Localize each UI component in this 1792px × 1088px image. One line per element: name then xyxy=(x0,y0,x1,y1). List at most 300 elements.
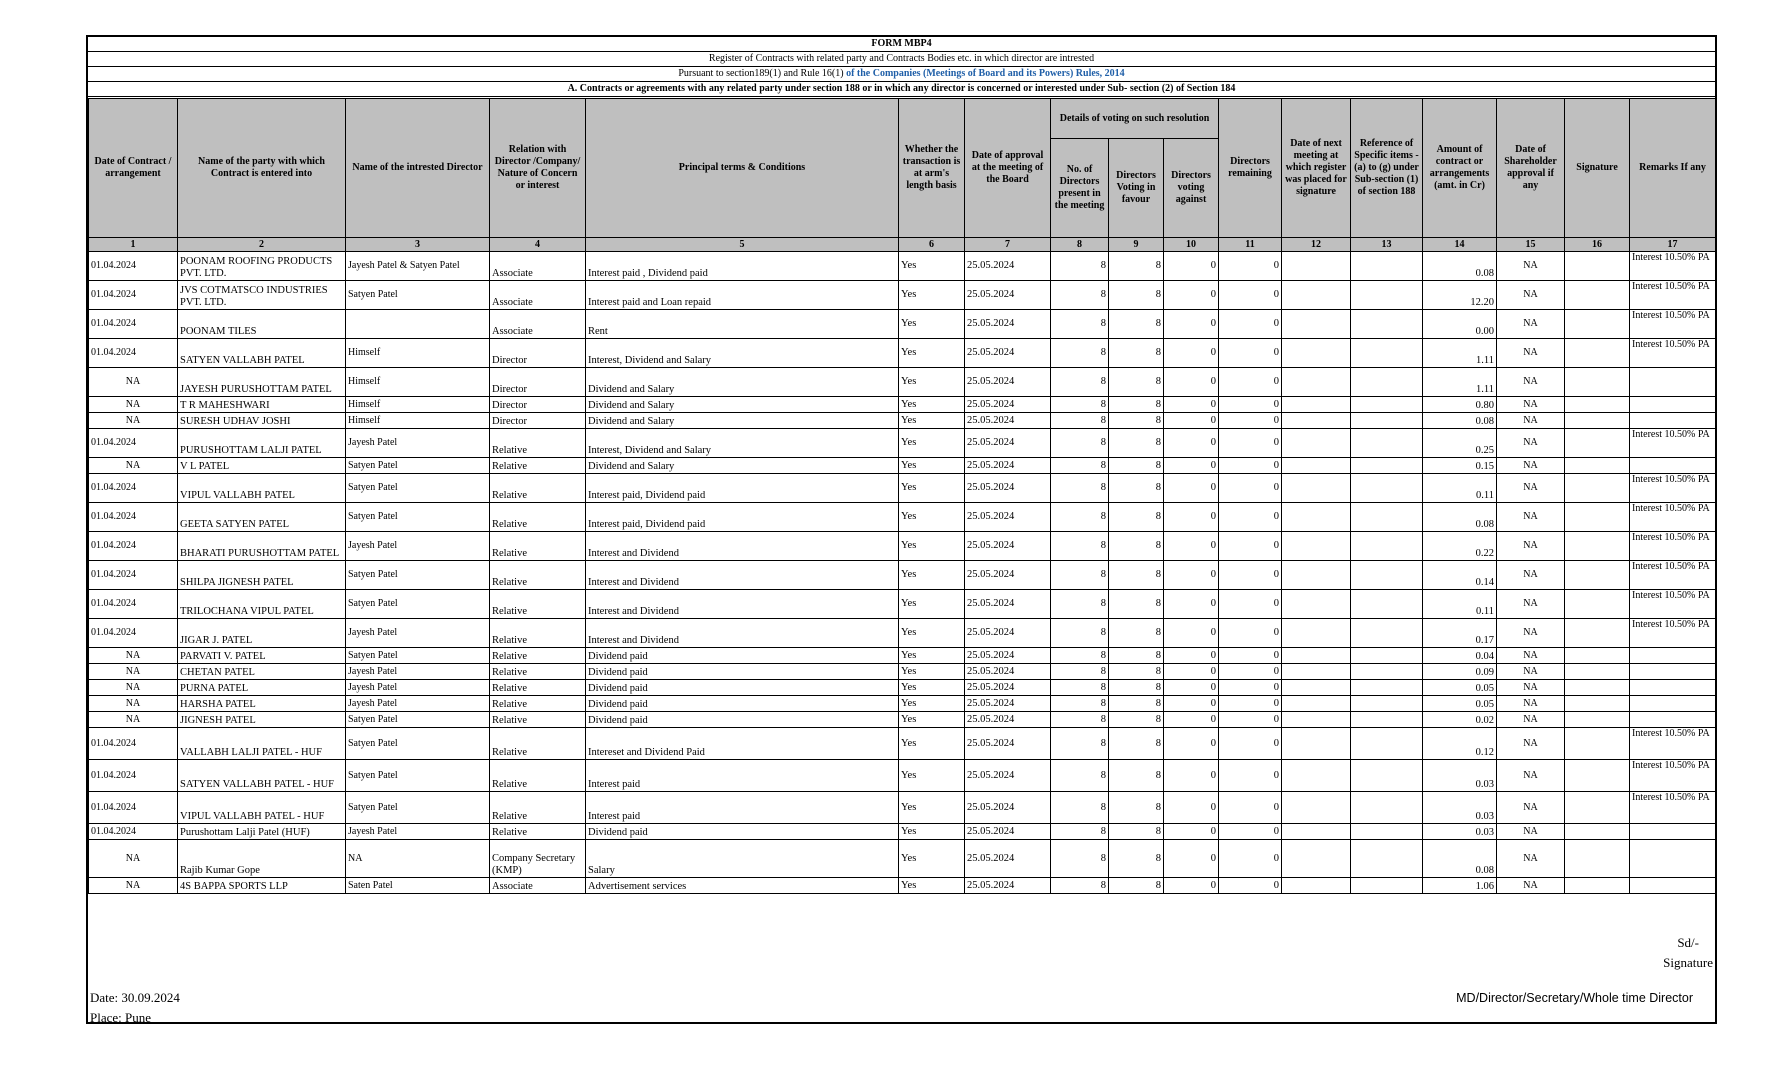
header-voting-against: Directors voting against xyxy=(1164,139,1219,238)
column-number-17: 17 xyxy=(1630,238,1716,252)
cell-party-name: VIPUL VALLABH PATEL xyxy=(178,474,346,503)
cell-arms-length: Yes xyxy=(899,824,965,840)
cell-voting-against: 0 xyxy=(1164,840,1219,878)
cell-directors-remaining: 0 xyxy=(1219,878,1282,894)
table-row xyxy=(89,824,1716,840)
cell-voting-favour: 8 xyxy=(1109,368,1164,397)
cell-director: Jayesh Patel xyxy=(346,532,490,561)
cell-date: 01.04.2024 xyxy=(89,532,178,561)
column-number-16: 16 xyxy=(1565,238,1630,252)
table-row xyxy=(89,696,1716,712)
cell-party-name: PARVATI V. PATEL xyxy=(178,648,346,664)
cell-date: NA xyxy=(89,840,178,878)
column-number-6: 6 xyxy=(899,238,965,252)
cell-relation: Associate xyxy=(490,252,586,281)
cell-voting-favour: 8 xyxy=(1109,474,1164,503)
cell-date: NA xyxy=(89,712,178,728)
cell-party-name: JAYESH PURUSHOTTAM PATEL xyxy=(178,368,346,397)
cell-reference xyxy=(1351,397,1423,413)
header-next-meeting-date: Date of next meeting at which register was placed for signature xyxy=(1282,99,1351,238)
signature-sd: Sd/- xyxy=(1677,935,1699,950)
pursuant-text: Pursuant to section189(1) and Rule 16(1) xyxy=(678,68,847,79)
cell-signature xyxy=(1565,648,1630,664)
form-subtitle: Register of Contracts with related party and Contracts Bodies etc. in which director are intrested xyxy=(88,52,1715,67)
cell-voting-against: 0 xyxy=(1164,368,1219,397)
cell-date: 01.04.2024 xyxy=(89,310,178,339)
cell-director: Satyen Patel xyxy=(346,458,490,474)
cell-directors-present: 8 xyxy=(1051,503,1109,532)
header-arms-length: Whether the transaction is at arm's length basis xyxy=(899,99,965,238)
cell-directors-present: 8 xyxy=(1051,664,1109,680)
cell-amount: 1.06 xyxy=(1423,878,1497,894)
cell-approval-date: 25.05.2024 xyxy=(965,878,1051,894)
cell-shareholder-approval: NA xyxy=(1497,503,1565,532)
cell-directors-present: 8 xyxy=(1051,429,1109,458)
cell-voting-against: 0 xyxy=(1164,619,1219,648)
cell-arms-length: Yes xyxy=(899,760,965,792)
cell-reference xyxy=(1351,664,1423,680)
cell-director: Satyen Patel xyxy=(346,792,490,824)
cell-voting-favour: 8 xyxy=(1109,413,1164,429)
cell-voting-favour: 8 xyxy=(1109,760,1164,792)
cell-director: Satyen Patel xyxy=(346,474,490,503)
cell-next-meeting xyxy=(1282,680,1351,696)
cell-party-name: JIGAR J. PATEL xyxy=(178,619,346,648)
form-mbp4-sheet xyxy=(86,35,1717,1024)
cell-signature xyxy=(1565,792,1630,824)
cell-reference xyxy=(1351,413,1423,429)
cell-next-meeting xyxy=(1282,281,1351,310)
cell-arms-length: Yes xyxy=(899,429,965,458)
cell-voting-favour: 8 xyxy=(1109,339,1164,368)
cell-directors-present: 8 xyxy=(1051,792,1109,824)
cell-directors-remaining: 0 xyxy=(1219,619,1282,648)
cell-relation: Relative xyxy=(490,680,586,696)
cell-directors-present: 8 xyxy=(1051,760,1109,792)
cell-relation: Relative xyxy=(490,824,586,840)
cell-approval-date: 25.05.2024 xyxy=(965,712,1051,728)
cell-director: Jayesh Patel xyxy=(346,824,490,840)
cell-shareholder-approval: NA xyxy=(1497,561,1565,590)
cell-next-meeting xyxy=(1282,339,1351,368)
cell-directors-remaining: 0 xyxy=(1219,458,1282,474)
cell-remarks: Interest 10.50% PA xyxy=(1630,503,1716,532)
cell-next-meeting xyxy=(1282,561,1351,590)
cell-party-name: Purushottam Lalji Patel (HUF) xyxy=(178,824,346,840)
cell-voting-against: 0 xyxy=(1164,878,1219,894)
cell-arms-length: Yes xyxy=(899,728,965,760)
table-row xyxy=(89,561,1716,590)
cell-date: NA xyxy=(89,397,178,413)
cell-terms: Interest paid, Dividend paid xyxy=(586,474,899,503)
cell-terms: Dividend paid xyxy=(586,648,899,664)
cell-shareholder-approval: NA xyxy=(1497,397,1565,413)
cell-signature xyxy=(1565,760,1630,792)
cell-terms: Dividend paid xyxy=(586,696,899,712)
table-row xyxy=(89,712,1716,728)
cell-directors-present: 8 xyxy=(1051,561,1109,590)
cell-voting-favour: 8 xyxy=(1109,619,1164,648)
header-date-of-contract: Date of Contract / arrangement xyxy=(89,99,178,238)
cell-amount: 0.09 xyxy=(1423,664,1497,680)
cell-signature xyxy=(1565,252,1630,281)
cell-arms-length: Yes xyxy=(899,252,965,281)
cell-voting-against: 0 xyxy=(1164,310,1219,339)
signature-label: Signature xyxy=(1663,955,1713,970)
cell-directors-remaining: 0 xyxy=(1219,680,1282,696)
cell-directors-remaining: 0 xyxy=(1219,397,1282,413)
cell-directors-present: 8 xyxy=(1051,458,1109,474)
cell-relation: Company Secretary (KMP) xyxy=(490,840,586,878)
cell-voting-favour: 8 xyxy=(1109,561,1164,590)
cell-terms: Interest and Dividend xyxy=(586,532,899,561)
cell-terms: Interest, Dividend and Salary xyxy=(586,429,899,458)
cell-amount: 0.02 xyxy=(1423,712,1497,728)
cell-terms: Dividend paid xyxy=(586,824,899,840)
cell-shareholder-approval: NA xyxy=(1497,339,1565,368)
cell-terms: Dividend and Salary xyxy=(586,397,899,413)
cell-approval-date: 25.05.2024 xyxy=(965,760,1051,792)
cell-next-meeting xyxy=(1282,619,1351,648)
cell-date: NA xyxy=(89,664,178,680)
cell-terms: Interest paid, Dividend paid xyxy=(586,503,899,532)
cell-directors-remaining: 0 xyxy=(1219,760,1282,792)
cell-amount: 0.03 xyxy=(1423,792,1497,824)
cell-relation: Relative xyxy=(490,664,586,680)
table-row xyxy=(89,878,1716,894)
cell-reference xyxy=(1351,590,1423,619)
header-signature: Signature xyxy=(1565,99,1630,238)
cell-arms-length: Yes xyxy=(899,792,965,824)
cell-directors-present: 8 xyxy=(1051,368,1109,397)
section-a-heading: A. Contracts or agreements with any related party under section 188 or in which any director is concerned or interested under Sub- section (2) of Section 184 xyxy=(88,82,1715,97)
cell-arms-length: Yes xyxy=(899,590,965,619)
cell-terms: Interest and Dividend xyxy=(586,619,899,648)
cell-date: 01.04.2024 xyxy=(89,728,178,760)
table-row xyxy=(89,532,1716,561)
header-voting-details: Details of voting on such resolution xyxy=(1051,99,1219,139)
table-row xyxy=(89,792,1716,824)
cell-directors-remaining: 0 xyxy=(1219,281,1282,310)
cell-next-meeting xyxy=(1282,712,1351,728)
cell-party-name: HARSHA PATEL xyxy=(178,696,346,712)
cell-next-meeting xyxy=(1282,590,1351,619)
cell-remarks xyxy=(1630,680,1716,696)
footer-date: Date: 30.09.2024 xyxy=(90,990,180,1005)
cell-date: 01.04.2024 xyxy=(89,824,178,840)
cell-next-meeting xyxy=(1282,429,1351,458)
header-specific-items-reference: Reference of Specific items - (a) to (g) under Sub-section (1) of section 188 xyxy=(1351,99,1423,238)
cell-director: Satyen Patel xyxy=(346,728,490,760)
cell-approval-date: 25.05.2024 xyxy=(965,252,1051,281)
cell-terms: Dividend and Salary xyxy=(586,413,899,429)
cell-approval-date: 25.05.2024 xyxy=(965,824,1051,840)
cell-arms-length: Yes xyxy=(899,532,965,561)
cell-directors-present: 8 xyxy=(1051,878,1109,894)
cell-shareholder-approval: NA xyxy=(1497,368,1565,397)
cell-shareholder-approval: NA xyxy=(1497,429,1565,458)
cell-remarks xyxy=(1630,878,1716,894)
cell-remarks xyxy=(1630,664,1716,680)
cell-approval-date: 25.05.2024 xyxy=(965,503,1051,532)
cell-voting-favour: 8 xyxy=(1109,397,1164,413)
cell-shareholder-approval: NA xyxy=(1497,590,1565,619)
cell-arms-length: Yes xyxy=(899,648,965,664)
column-number-5: 5 xyxy=(586,238,899,252)
cell-signature xyxy=(1565,413,1630,429)
cell-amount: 0.11 xyxy=(1423,590,1497,619)
table-row xyxy=(89,648,1716,664)
cell-next-meeting xyxy=(1282,878,1351,894)
column-number-7: 7 xyxy=(965,238,1051,252)
cell-voting-favour: 8 xyxy=(1109,878,1164,894)
cell-amount: 0.25 xyxy=(1423,429,1497,458)
cell-reference xyxy=(1351,252,1423,281)
cell-next-meeting xyxy=(1282,503,1351,532)
cell-signature xyxy=(1565,824,1630,840)
cell-director: Satyen Patel xyxy=(346,561,490,590)
cell-director: Jayesh Patel xyxy=(346,429,490,458)
cell-approval-date: 25.05.2024 xyxy=(965,413,1051,429)
cell-shareholder-approval: NA xyxy=(1497,619,1565,648)
cell-reference xyxy=(1351,728,1423,760)
cell-signature xyxy=(1565,339,1630,368)
cell-voting-against: 0 xyxy=(1164,281,1219,310)
cell-directors-present: 8 xyxy=(1051,474,1109,503)
cell-directors-present: 8 xyxy=(1051,397,1109,413)
cell-date: 01.04.2024 xyxy=(89,503,178,532)
cell-shareholder-approval: NA xyxy=(1497,760,1565,792)
cell-relation: Relative xyxy=(490,532,586,561)
cell-shareholder-approval: NA xyxy=(1497,792,1565,824)
cell-date: 01.04.2024 xyxy=(89,339,178,368)
cell-shareholder-approval: NA xyxy=(1497,728,1565,760)
cell-approval-date: 25.05.2024 xyxy=(965,281,1051,310)
cell-signature xyxy=(1565,619,1630,648)
cell-approval-date: 25.05.2024 xyxy=(965,664,1051,680)
column-number-15: 15 xyxy=(1497,238,1565,252)
cell-signature xyxy=(1565,840,1630,878)
cell-amount: 0.03 xyxy=(1423,824,1497,840)
cell-party-name: PURUSHOTTAM LALJI PATEL xyxy=(178,429,346,458)
cell-voting-favour: 8 xyxy=(1109,429,1164,458)
cell-signature xyxy=(1565,397,1630,413)
cell-relation: Relative xyxy=(490,590,586,619)
cell-amount: 0.14 xyxy=(1423,561,1497,590)
cell-signature xyxy=(1565,664,1630,680)
cell-director: Jayesh Patel xyxy=(346,696,490,712)
cell-voting-favour: 8 xyxy=(1109,281,1164,310)
cell-relation: Relative xyxy=(490,712,586,728)
cell-directors-present: 8 xyxy=(1051,824,1109,840)
cell-directors-present: 8 xyxy=(1051,413,1109,429)
column-number-1: 1 xyxy=(89,238,178,252)
cell-voting-against: 0 xyxy=(1164,648,1219,664)
cell-voting-against: 0 xyxy=(1164,590,1219,619)
cell-signature xyxy=(1565,878,1630,894)
cell-remarks xyxy=(1630,397,1716,413)
cell-director: Saten Patel xyxy=(346,878,490,894)
cell-terms: Salary xyxy=(586,840,899,878)
cell-director: Himself xyxy=(346,339,490,368)
cell-shareholder-approval: NA xyxy=(1497,824,1565,840)
cell-amount: 1.11 xyxy=(1423,339,1497,368)
cell-relation: Relative xyxy=(490,619,586,648)
cell-directors-remaining: 0 xyxy=(1219,310,1282,339)
cell-directors-present: 8 xyxy=(1051,252,1109,281)
column-number-9: 9 xyxy=(1109,238,1164,252)
cell-director: Jayesh Patel & Satyen Patel xyxy=(346,252,490,281)
cell-shareholder-approval: NA xyxy=(1497,532,1565,561)
cell-party-name: VIPUL VALLABH PATEL - HUF xyxy=(178,792,346,824)
cell-arms-length: Yes xyxy=(899,458,965,474)
cell-relation: Relative xyxy=(490,728,586,760)
cell-reference xyxy=(1351,339,1423,368)
cell-relation: Relative xyxy=(490,429,586,458)
cell-arms-length: Yes xyxy=(899,619,965,648)
table-row xyxy=(89,397,1716,413)
cell-directors-remaining: 0 xyxy=(1219,824,1282,840)
register-rows xyxy=(89,252,1716,894)
cell-directors-remaining: 0 xyxy=(1219,413,1282,429)
cell-next-meeting xyxy=(1282,792,1351,824)
cell-remarks xyxy=(1630,824,1716,840)
cell-amount: 0.17 xyxy=(1423,619,1497,648)
cell-remarks: Interest 10.50% PA xyxy=(1630,281,1716,310)
cell-relation: Relative xyxy=(490,561,586,590)
cell-arms-length: Yes xyxy=(899,413,965,429)
cell-reference xyxy=(1351,458,1423,474)
cell-terms: Dividend and Salary xyxy=(586,368,899,397)
cell-voting-favour: 8 xyxy=(1109,503,1164,532)
cell-terms: Advertisement services xyxy=(586,878,899,894)
form-title: FORM MBP4 xyxy=(88,37,1715,52)
cell-next-meeting xyxy=(1282,664,1351,680)
column-number-row xyxy=(89,238,1716,252)
cell-shareholder-approval: NA xyxy=(1497,712,1565,728)
cell-amount: 0.80 xyxy=(1423,397,1497,413)
cell-directors-present: 8 xyxy=(1051,840,1109,878)
cell-approval-date: 25.05.2024 xyxy=(965,310,1051,339)
cell-party-name: BHARATI PURUSHOTTAM PATEL xyxy=(178,532,346,561)
cell-next-meeting xyxy=(1282,368,1351,397)
cell-relation: Director xyxy=(490,368,586,397)
cell-reference xyxy=(1351,792,1423,824)
cell-signature xyxy=(1565,696,1630,712)
cell-terms: Interest paid xyxy=(586,760,899,792)
cell-arms-length: Yes xyxy=(899,397,965,413)
cell-voting-against: 0 xyxy=(1164,824,1219,840)
cell-party-name: SURESH UDHAV JOSHI xyxy=(178,413,346,429)
cell-date: 01.04.2024 xyxy=(89,561,178,590)
cell-voting-favour: 8 xyxy=(1109,712,1164,728)
cell-arms-length: Yes xyxy=(899,696,965,712)
cell-signature xyxy=(1565,503,1630,532)
cell-reference xyxy=(1351,878,1423,894)
cell-terms: Interest, Dividend and Salary xyxy=(586,339,899,368)
cell-reference xyxy=(1351,840,1423,878)
cell-directors-remaining: 0 xyxy=(1219,728,1282,760)
cell-remarks: Interest 10.50% PA xyxy=(1630,792,1716,824)
cell-next-meeting xyxy=(1282,840,1351,878)
cell-voting-favour: 8 xyxy=(1109,310,1164,339)
cell-amount: 0.00 xyxy=(1423,310,1497,339)
cell-date: NA xyxy=(89,458,178,474)
cell-reference xyxy=(1351,561,1423,590)
cell-party-name: POONAM TILES xyxy=(178,310,346,339)
cell-directors-remaining: 0 xyxy=(1219,696,1282,712)
cell-relation: Relative xyxy=(490,648,586,664)
cell-remarks: Interest 10.50% PA xyxy=(1630,474,1716,503)
cell-approval-date: 25.05.2024 xyxy=(965,429,1051,458)
cell-directors-remaining: 0 xyxy=(1219,561,1282,590)
cell-voting-against: 0 xyxy=(1164,561,1219,590)
cell-voting-against: 0 xyxy=(1164,664,1219,680)
cell-remarks: Interest 10.50% PA xyxy=(1630,252,1716,281)
cell-approval-date: 25.05.2024 xyxy=(965,728,1051,760)
cell-director: Jayesh Patel xyxy=(346,680,490,696)
cell-director: Himself xyxy=(346,413,490,429)
cell-reference xyxy=(1351,532,1423,561)
cell-shareholder-approval: NA xyxy=(1497,252,1565,281)
cell-signature xyxy=(1565,310,1630,339)
cell-party-name: V L PATEL xyxy=(178,458,346,474)
cell-amount: 0.22 xyxy=(1423,532,1497,561)
header-principal-terms: Principal terms & Conditions xyxy=(586,99,899,238)
cell-directors-present: 8 xyxy=(1051,281,1109,310)
cell-remarks: Interest 10.50% PA xyxy=(1630,619,1716,648)
table-row xyxy=(89,368,1716,397)
cell-relation: Director xyxy=(490,339,586,368)
cell-remarks xyxy=(1630,458,1716,474)
cell-terms: Dividend paid xyxy=(586,664,899,680)
cell-relation: Associate xyxy=(490,878,586,894)
cell-party-name: SATYEN VALLABH PATEL - HUF xyxy=(178,760,346,792)
cell-approval-date: 25.05.2024 xyxy=(965,458,1051,474)
cell-shareholder-approval: NA xyxy=(1497,310,1565,339)
cell-next-meeting xyxy=(1282,413,1351,429)
cell-shareholder-approval: NA xyxy=(1497,474,1565,503)
cell-remarks xyxy=(1630,648,1716,664)
cell-signature xyxy=(1565,281,1630,310)
cell-date: NA xyxy=(89,696,178,712)
rules-reference: of the Companies (Meetings of Board and its Powers) Rules, 2014 xyxy=(846,68,1125,79)
cell-remarks xyxy=(1630,413,1716,429)
cell-relation: Associate xyxy=(490,281,586,310)
cell-next-meeting xyxy=(1282,252,1351,281)
column-number-8: 8 xyxy=(1051,238,1109,252)
cell-terms: Dividend and Salary xyxy=(586,458,899,474)
cell-directors-remaining: 0 xyxy=(1219,429,1282,458)
cell-arms-length: Yes xyxy=(899,878,965,894)
cell-party-name: SHILPA JIGNESH PATEL xyxy=(178,561,346,590)
cell-reference xyxy=(1351,760,1423,792)
table-row xyxy=(89,680,1716,696)
header-amount: Amount of contract or arrangements (amt. in Cr) xyxy=(1423,99,1497,238)
cell-amount: 12.20 xyxy=(1423,281,1497,310)
cell-reference xyxy=(1351,680,1423,696)
cell-approval-date: 25.05.2024 xyxy=(965,368,1051,397)
cell-voting-against: 0 xyxy=(1164,792,1219,824)
table-row xyxy=(89,429,1716,458)
cell-voting-favour: 8 xyxy=(1109,840,1164,878)
cell-amount: 0.11 xyxy=(1423,474,1497,503)
cell-next-meeting xyxy=(1282,310,1351,339)
cell-approval-date: 25.05.2024 xyxy=(965,590,1051,619)
cell-approval-date: 25.05.2024 xyxy=(965,339,1051,368)
cell-arms-length: Yes xyxy=(899,368,965,397)
cell-relation: Relative xyxy=(490,458,586,474)
